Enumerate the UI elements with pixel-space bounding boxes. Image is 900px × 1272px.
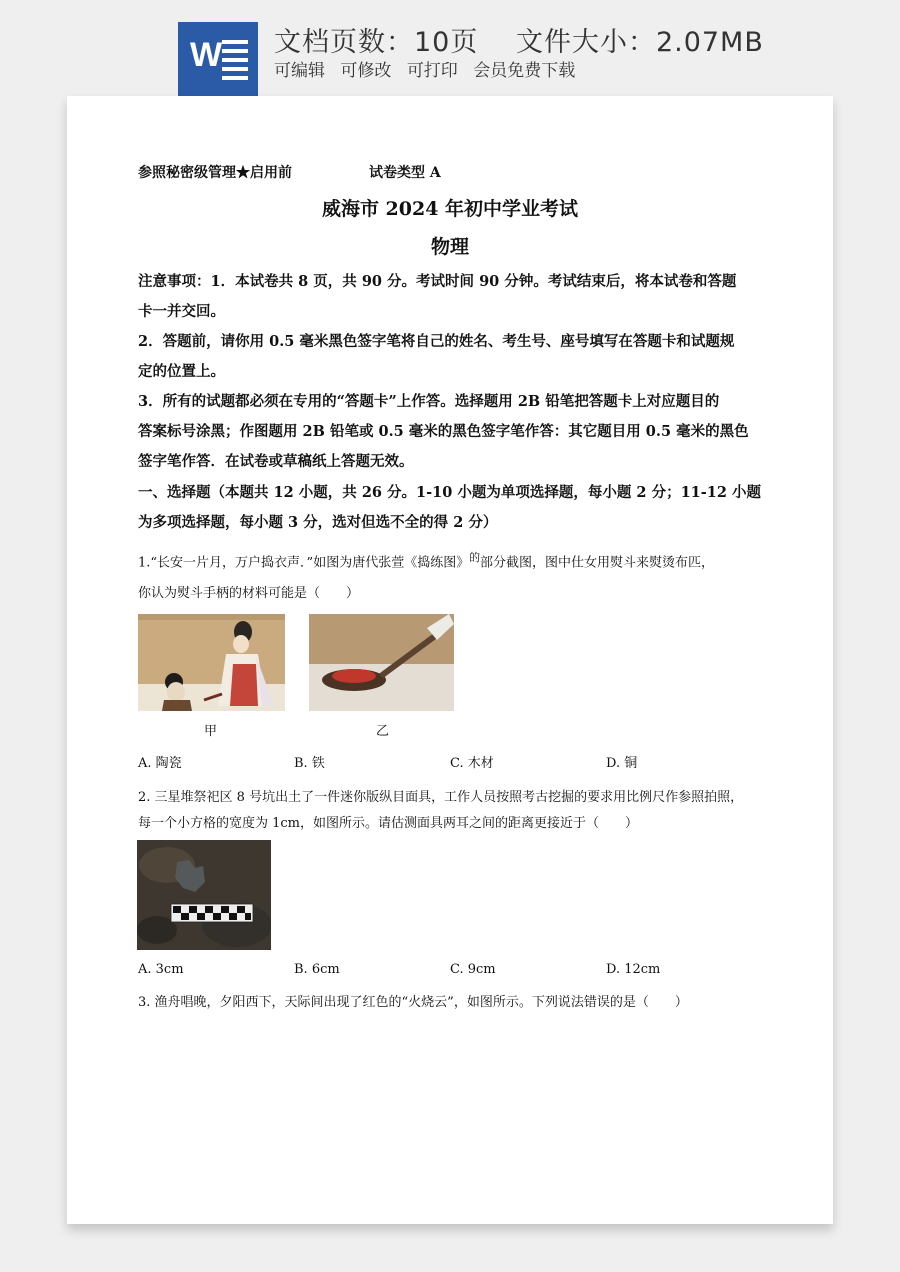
- notice-line: 签字笔作答．在试卷或草稿纸上答题无效。: [138, 453, 414, 470]
- doc-info-title: 文档页数：10页 文件大小：2.07MB: [274, 27, 764, 58]
- question-3-text: 3. 渔舟唱晚，夕阳西下，天际间出现了红色的“火烧云”，如图所示。下列说法错误的是（ ）: [138, 995, 688, 1010]
- q1-option-b: B. 铁: [294, 756, 325, 771]
- section-heading: 一、选择题（本题共 12 小题，共 26 分。1-10 小题为单项选择题，每小题 2 分；11-12 小题: [138, 484, 761, 501]
- feature-printable: 可打印: [406, 61, 458, 81]
- q1-option-a: A. 陶瓷: [138, 756, 182, 771]
- notice-line: 卡一并交回。: [138, 303, 225, 320]
- question-2-text: 每一个小方格的宽度为 1cm，如图所示。请估测面具两耳之间的距离更接近于（ ）: [138, 816, 639, 831]
- notice-line: 定的位置上。: [138, 363, 225, 380]
- q2-option-d: D. 12cm: [606, 962, 661, 977]
- iron-photo-yi: [309, 614, 454, 711]
- document-page: [67, 96, 833, 1224]
- q2-option-a: A. 3cm: [138, 962, 184, 977]
- feature-editable: 可编辑: [274, 61, 325, 81]
- exam-title: 威海市 2024 年初中学业考试: [321, 198, 579, 220]
- notice-line: 2．答题前，请你用 0.5 毫米黑色签字笔将自己的姓名、考生号、座号填写在答题卡和试题规: [138, 333, 735, 350]
- q2-option-c: C. 9cm: [450, 962, 496, 977]
- notice-line: 3．所有的试题都必须在专用的“答题卡”上作答。选择题用 2B 铅笔把答题卡上对应题目的: [138, 393, 720, 410]
- painting-figure-jia: [138, 614, 285, 711]
- question-2-text: 2. 三星堆祭祀区 8 号坑出土了一件迷你版纵目面具，工作人员按照考古挖掘的要求用比例尺作参照拍照，: [138, 790, 744, 805]
- word-doc-icon: W: [178, 22, 258, 96]
- mask-photo: [137, 840, 271, 950]
- exam-subject: 物理: [430, 236, 469, 258]
- notice-line: 注意事项：1．本试卷共 8 页，共 90 分。考试时间 90 分钟。考试结束后，将本试卷和答题: [138, 273, 737, 290]
- q1-option-d: D. 铜: [606, 756, 638, 771]
- download-banner: [0, 0, 900, 96]
- section-heading: 为多项选择题，每小题 3 分，选对但选不全的得 2 分）: [138, 514, 498, 531]
- secrecy-label: 参照秘密级管理★启用前: [138, 165, 292, 181]
- question-1-text: 你认为熨斗手柄的材料可能是（ ）: [138, 586, 360, 601]
- caption-yi: 乙: [376, 724, 390, 739]
- caption-jia: 甲: [204, 724, 218, 739]
- q2-option-b: B. 6cm: [294, 962, 340, 977]
- feature-member-download[interactable]: 会员免费下载: [473, 61, 576, 81]
- feature-modifiable: 可修改: [340, 61, 392, 81]
- notice-line: 答案标号涂黑；作图题用 2B 铅笔或 0.5 毫米的黑色签字笔作答：其它题目用 0.5 毫米的黑色: [138, 423, 749, 440]
- question-1-text: 1.“长安一片月，万户捣衣声．”如图为唐代张萱《捣练图》$^的$部分截图，图中仕女用熨斗来熨烫布匹，: [138, 551, 715, 571]
- doc-features: [274, 56, 585, 81]
- q1-option-c: C. 木材: [450, 756, 494, 771]
- paper-type: 试卷类型 A: [369, 165, 441, 181]
